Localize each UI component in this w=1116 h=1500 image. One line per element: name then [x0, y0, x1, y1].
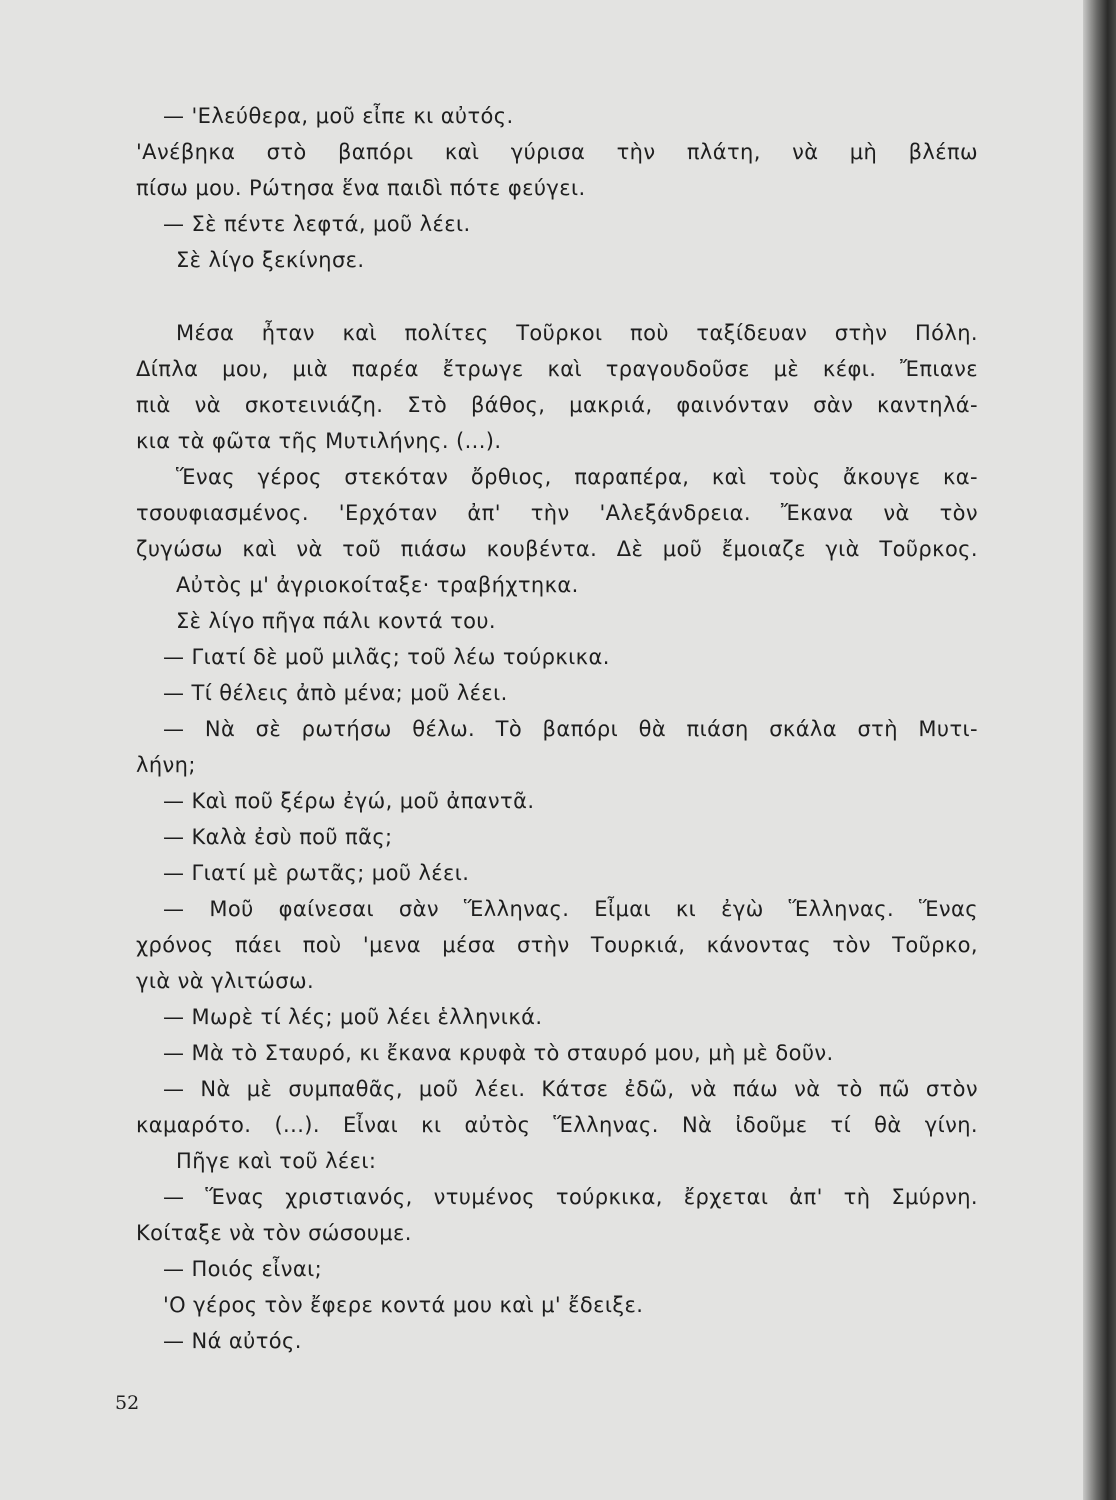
text-line: — Ἕνας χριστιανός, ντυμένος τούρκικα, ἔρχεται ἀπ' τὴ Σμύρνη.	[163, 1185, 978, 1209]
text-line: Κοίταξε νὰ τὸν σώσουμε.	[136, 1221, 412, 1245]
text-line: — Νά αὐτός.	[163, 1329, 302, 1353]
page-number: 52	[115, 1392, 140, 1414]
text-line: Αὐτὸς μ' ἀγριοκοίταξε· τραβήχτηκα.	[176, 573, 579, 597]
text-line: χρόνος πάει ποὺ 'μενα μέσα στὴν Τουρκιά, κάνοντας τὸν Τοῦρκο,	[136, 933, 978, 957]
text-line: γιὰ νὰ γλιτώσω.	[136, 969, 315, 993]
text-line: Σὲ λίγο ξεκίνησε.	[176, 248, 365, 272]
text-line: λήνη;	[136, 753, 196, 777]
text-line: τσουφιασμένος. 'Ερχόταν ἀπ' τὴν 'Αλεξάνδρεια. Ἔκανα νὰ τὸν	[136, 501, 978, 525]
text-line: — Μωρὲ τί λές; μοῦ λέει ἑλληνικά.	[163, 1005, 543, 1029]
text-line: 'Ο γέρος τὸν ἔφερε κοντά μου καὶ μ' ἔδειξε.	[163, 1293, 644, 1317]
text-line: — Γιατί μὲ ρωτᾶς; μοῦ λέει.	[163, 861, 470, 885]
text-line: πίσω μου. Ρώτησα ἕνα παιδὶ πότε φεύγει.	[136, 176, 586, 200]
text-line: — 'Ελεύθερα, μοῦ εἶπε κι αὐτός.	[163, 104, 514, 128]
text-line: Μέσα ἦταν καὶ πολίτες Τοῦρκοι ποὺ ταξίδευαν στὴν Πόλη.	[176, 321, 978, 345]
text-line: κια τὰ φῶτα τῆς Μυτιλήνης. (...).	[136, 429, 502, 453]
text-line: καμαρότο. (...). Εἶναι κι αὐτὸς Ἕλληνας. Νὰ ἰδοῦμε τί θὰ γίνη.	[136, 1113, 978, 1137]
text-line: — Νὰ σὲ ρωτήσω θέλω. Τὸ βαπόρι θὰ πιάση σκάλα στὴ Μυτι-	[163, 717, 978, 741]
text-line: — Νὰ μὲ συμπαθᾶς, μοῦ λέει. Κάτσε ἐδῶ, νὰ πάω νὰ τὸ πῶ στὸν	[163, 1077, 978, 1101]
text-line: Δίπλα μου, μιὰ παρέα ἔτρωγε καὶ τραγουδοῦσε μὲ κέφι. Ἔπιανε	[136, 357, 978, 381]
text-line: 'Ανέβηκα στὸ βαπόρι καὶ γύρισα τὴν πλάτη, νὰ μὴ βλέπω	[136, 140, 978, 164]
text-line: — Καλὰ ἐσὺ ποῦ πᾶς;	[163, 825, 393, 849]
text-line: πιὰ νὰ σκοτεινιάζη. Στὸ βάθος, μακριά, φαινόνταν σὰν καντηλά-	[136, 393, 978, 417]
text-line: — Γιατί δὲ μοῦ μιλᾶς; τοῦ λέω τούρκικα.	[163, 645, 610, 669]
text-line: — Σὲ πέντε λεφτά, μοῦ λέει.	[163, 212, 471, 236]
text-line: — Ποιός εἶναι;	[163, 1257, 323, 1281]
text-line: ζυγώσω καὶ νὰ τοῦ πιάσω κουβέντα. Δὲ μοῦ ἔμοιαζε γιὰ Τοῦρκος.	[136, 537, 978, 561]
text-line: Σὲ λίγο πῆγα πάλι κοντά του.	[176, 609, 497, 633]
text-line: — Καὶ ποῦ ξέρω ἐγώ, μοῦ ἀπαντᾶ.	[163, 789, 535, 813]
text-line: Ἕνας γέρος στεκόταν ὄρθιος, παραπέρα, καὶ τοὺς ἄκουγε κα-	[176, 465, 978, 489]
text-line: — Μοῦ φαίνεσαι σὰν Ἕλληνας. Εἶμαι κι ἐγὼ Ἕλληνας. Ἕνας	[163, 897, 978, 921]
text-line: Πῆγε καὶ τοῦ λέει:	[176, 1149, 377, 1173]
text-line: — Μὰ τὸ Σταυρό, κι ἔκανα κρυφὰ τὸ σταυρό μου, μὴ μὲ δοῦν.	[163, 1041, 834, 1065]
book-gutter-shadow	[1083, 0, 1116, 1500]
text-line: — Τί θέλεις ἀπὸ μένα; μοῦ λέει.	[163, 681, 508, 705]
